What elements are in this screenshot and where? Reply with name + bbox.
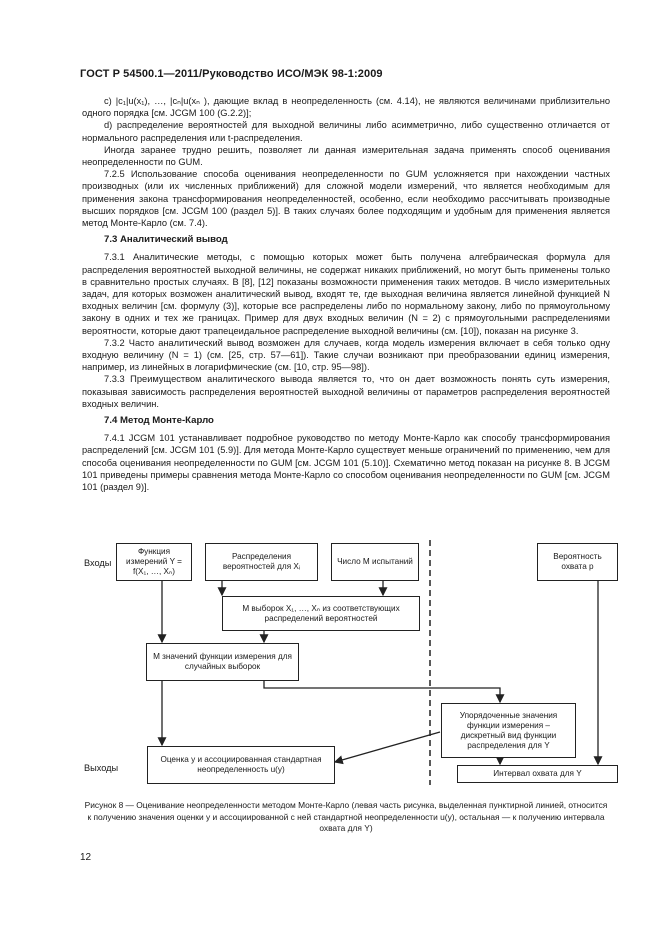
box-estimate: Оценка y и ассоциированная стандартная неопределенность u(y): [147, 746, 335, 784]
box-trials: Число M испытаний: [331, 543, 419, 581]
box-function-values: M значений функции измерения для случайных выборок: [146, 643, 299, 681]
paragraph-note: Иногда заранее трудно решить, позволяет ли данная измерительная задача применять способ оценивания неопределенности по GUM.: [82, 144, 610, 168]
box-distributions: Распределения вероятностей для Xᵢ: [205, 543, 318, 581]
paragraph-7-3-1: 7.3.1 Аналитические методы, с помощью которых может быть получена алгебраическая формула для распределения вероятностей выходной величины, не содержат никаких приближений, но могут быть применены только в сравнительно простых случаях. В [8], [12] показаны возможности применения таких методов. В число измерительных задач, для которых возможен аналитический вывод, входят те, где выходная величина является линейной функцией N входных величин [см. формулу (3)], которые все распределены либо по нормальному закону, либо по прямоугольному закону в одних и тех же границах. Пример для двух входных величин (N = 2) с прямоугольными распределениями вероятности, которые дают трапецеидальное распределение выходной величины (см. [10]), показан на рисунке 3.: [82, 252, 610, 336]
heading-7-3: 7.3 Аналитический вывод: [104, 234, 228, 246]
box-coverage-probability: Вероятность охвата p: [537, 543, 618, 581]
page-number: 12: [80, 852, 92, 863]
inputs-label: Входы: [84, 558, 112, 568]
page-header: ГОСТ Р 54500.1—2011/Руководство ИСО/МЭК 98-1:2009: [80, 68, 383, 80]
box-coverage-interval: Интервал охвата для Y: [457, 765, 618, 783]
heading-7-4: 7.4 Метод Монте-Карло: [104, 415, 214, 427]
box-measurement-function: Функция измерений Y = f(X₁, …, Xₙ): [116, 543, 192, 581]
box-ordered-values: Упорядоченные значения функции измерения – дискретный вид функции распределения для Y: [441, 703, 576, 758]
paragraph-c: c) |c₁|u(x₁), …, |cₙ|u(xₙ ), дающие вклад в неопределенность (см. 4.14), не являются величинами приблизительно одного порядка [см. JCGM 100 (G.2.2)];: [82, 96, 610, 119]
box-samples: M выборок X₁, …, Xₙ из соответствующих распределений вероятностей: [222, 596, 420, 631]
paragraph-d: d) распределение вероятностей для выходной величины либо асимметрично, либо существенно отличается от нормального распределения или t-распределения.: [82, 120, 610, 143]
paragraph-7-2-5: 7.2.5 Использование способа оценивания неопределенности по GUM усложняется при нахождении частных производных (или их численных приближений) для сложной модели измерений, что является необходимым для применения закона трансформирования неопределенностей, особенно, если необходимо рассчитывать производные высших порядков [см. JCGM 100 (раздел 5)]. В таких случаях более подходящим и удобным для применения является метод Монте-Карло (см. 7.4).: [82, 169, 610, 229]
figure-caption: Рисунок 8 — Оценивание неопределенности методом Монте-Карло (левая часть рисунка, выделенная пунктирной линией, относится к получению значения оценки y и ассоциированной с ней стандартной неопределенности u(y), остальная — к получению интервала охвата для Y): [84, 800, 608, 834]
paragraph-7-3-2: 7.3.2 Часто аналитический вывод возможен для случаев, когда модель измерения включает в себя только одну входную величину (N = 1) (см. [25, стр. 57—61]). Такие случаи возникают при преобразовании единиц измерения, например, из линейных в логарифмические (см. [10, стр. 95—98]).: [82, 337, 610, 373]
paragraph-7-3-3: 7.3.3 Преимуществом аналитического вывода является то, что он дает возможность понять суть измерения, показывая зависимость распределения вероятностей выходной величины от параметров распределения вероятностей входных величин.: [82, 374, 610, 409]
outputs-label: Выходы: [84, 763, 119, 773]
paragraph-7-4-1: 7.4.1 JCGM 101 устанавливает подробное руководство по методу Монте-Карло как способу трансформирования распределений [см. JCGM 101 (5.9)]. Для метода Монте-Карло существует меньше ограничений по применению, чем для способа оценивания неопределенности по GUM [см. JCGM 101 (5.10)]. Схематично метод показан на рисунке 8. В JCGM 101 приведены примеры сравнения метода Монте-Карло со способом оценивания неопределенности по GUM [см. JCGM 101 (раздел 9)].: [82, 433, 610, 493]
